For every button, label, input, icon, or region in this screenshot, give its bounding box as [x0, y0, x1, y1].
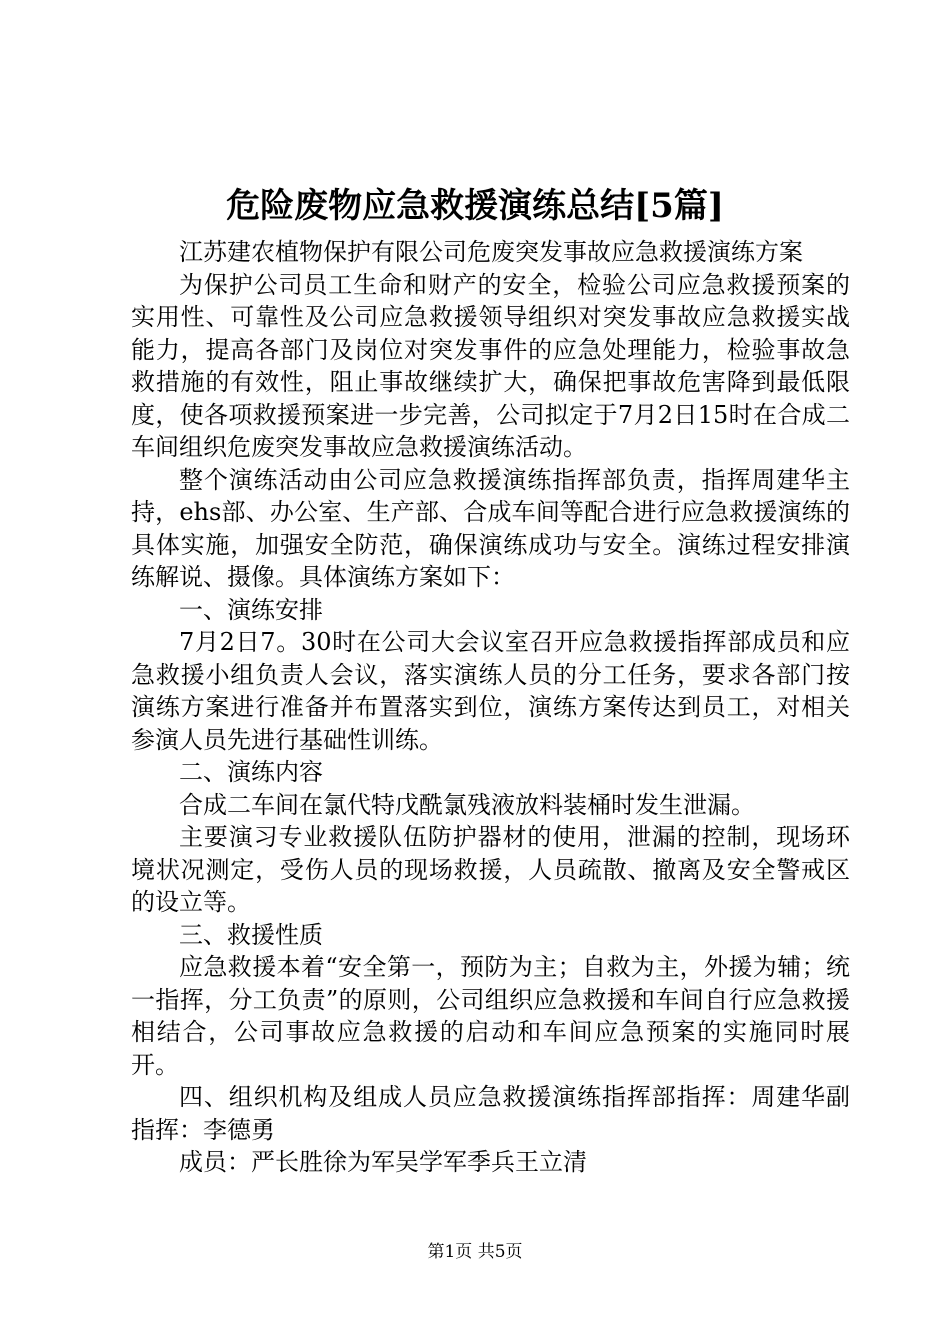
paragraph-command-structure: 四、组织机构及组成人员应急救援演练指挥部指挥：周建华副指挥：李德勇: [131, 1083, 850, 1144]
paragraph-plan-name: 江苏建农植物保护有限公司危废突发事故应急救援演练方案: [179, 238, 803, 266]
paragraph-arrangement: 7月2日7。30时在公司大会议室召开应急救援指挥部成员和应急救援小组负责人会议，落实演练人员的分工任务，要求各部门按演练方案进行准备并布置落实到位，演练方案传达到员工，对相关参演人员先进行基础性训练。: [131, 628, 850, 754]
section-heading-content: 二、演练内容: [179, 758, 323, 786]
section-heading-arrangement: 一、演练安排: [179, 595, 323, 624]
document-body: [131, 236, 850, 1179]
paragraph-scenario: 合成二车间在氯代特戊酰氯残液放料装桶时发生泄漏。: [179, 790, 755, 819]
section-heading-nature: 三、救援性质: [179, 920, 323, 949]
paragraph-organization: 整个演练活动由公司应急救援演练指挥部负责，指挥周建华主持，ehs部、办公室、生产部、合成车间等配合进行应急救援演练的具体实施，加强安全防范，确保演练成功与安全。演练过程安排演练解说、摄像。具体演练方案如下：: [131, 465, 850, 591]
document-title: 危险废物应急救援演练总结[5篇]: [226, 186, 724, 226]
page-footer: 第1页 共5页: [427, 1242, 523, 1262]
paragraph-principle: 应急救援本着“安全第一，预防为主；自救为主，外援为辅；统一指挥，分工负责”的原则，公司组织应急救援和车间自行应急救援相结合，公司事故应急救援的启动和车间应急预案的实施同时展开。: [131, 953, 850, 1079]
paragraph-members: 成员：严长胜徐为军吴学军季兵王立清: [179, 1148, 587, 1176]
paragraph-drill-items: 主要演习专业救援队伍防护器材的使用，泄漏的控制，现场环境状况测定，受伤人员的现场救援，人员疏散、撤离及安全警戒区的设立等。: [131, 823, 850, 916]
paragraph-purpose: 为保护公司员工生命和财产的安全，检验公司应急救援预案的实用性、可靠性及公司应急救援领导组织对突发事故应急救援实战能力，提高各部门及岗位对突发事件的应急处理能力，检验事故急救措施的有效性，阻止事故继续扩大，确保把事故危害降到最低限度，使各项救援预案进一步完善，公司拟定于7月2日15时在合成二车间组织危废突发事故应急救援演练活动。: [131, 270, 850, 461]
